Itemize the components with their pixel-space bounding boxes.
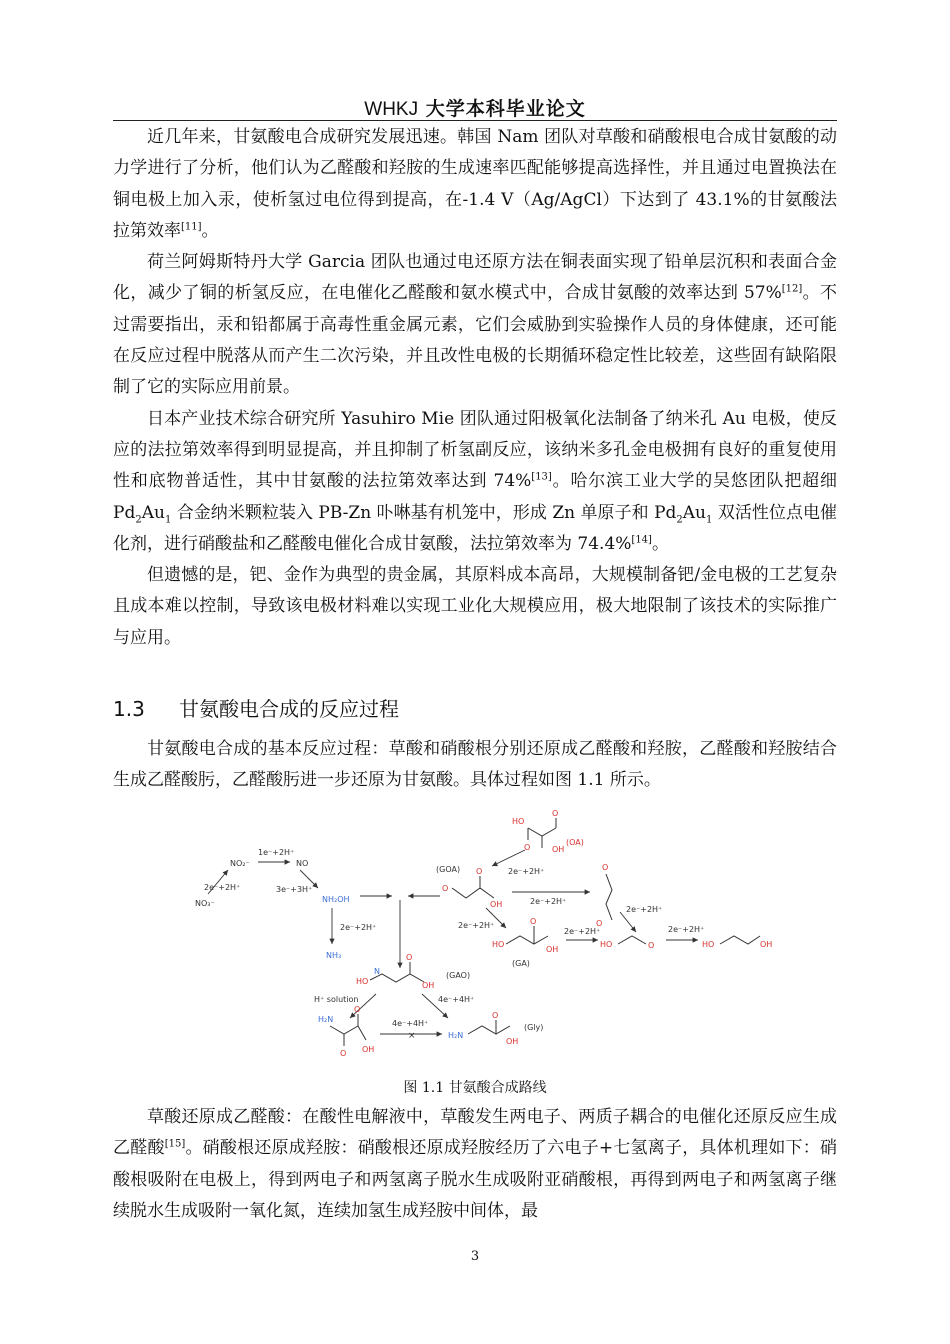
arrow-label-goa-ga: 2e⁻+2H⁺ — [458, 921, 495, 930]
gao-n: N — [374, 967, 380, 976]
oa-o2: O — [524, 843, 531, 852]
ga-o: O — [530, 917, 537, 926]
paragraph-6 — [113, 1102, 837, 1227]
gao-oh: OH — [422, 981, 435, 990]
paragraph-sup: [11] — [181, 221, 202, 233]
oxamic-acid — [318, 1005, 374, 1058]
oa-o1: O — [552, 809, 559, 818]
page-number: 3 — [470, 1249, 480, 1264]
reaction-pathway-diagram — [190, 808, 780, 1068]
goa-oh: OH — [490, 900, 503, 909]
paragraph-sub: 1 — [164, 513, 172, 525]
glyoxal — [596, 863, 612, 928]
paragraph-text: 日本产业技术综合研究所 Yasuhiro Mie 团队通过阳极氧化法制备了纳米孔 Au 电极，使反应的法拉第效率得到明显提高，并且抑制了析氢副反应，该纳米多孔金电极拥有良好的重复使用性和底物普适性，其中甘氨酸的法拉第效率达到 74% — [113, 408, 837, 492]
arrow-label-goa-glyoxal: 2e⁻+2H⁺ — [530, 897, 567, 906]
glyoxylic-acid — [436, 865, 502, 909]
glyoxal-o2: O — [596, 919, 603, 928]
gao-label: (GAO) — [446, 971, 471, 980]
arrow-label-no-nh2oh: 3e⁻+3H⁺ — [276, 885, 313, 894]
header-title: 大学本科毕业论文 — [425, 98, 586, 120]
oa-label: (OA) — [566, 838, 584, 847]
paragraph-text: 。哈尔滨工业大学的吴悠团队把超细 Pd — [113, 471, 837, 523]
paragraph-text: 合金纳米颗粒装入 PB-Zn 卟啉基有机笼中，形成 Zn 单原子和 Pd — [171, 502, 677, 523]
arrow-label-amide-gly: 4e⁻+4H⁺ — [392, 1019, 429, 1028]
arrow-label-ga-glycolaldehyde: 2e⁻+2H⁺ — [564, 927, 601, 936]
paragraph-text: 草酸还原成乙醛酸：在酸性电解液中，草酸发生两电子、两质子耦合的电催化还原反应生成乙醛酸 — [113, 1107, 837, 1159]
section-title: 甘氨酸电合成的反应过程 — [179, 697, 399, 721]
header-latin: WHKJ — [364, 99, 419, 120]
paragraph-text: 荷兰阿姆斯特丹大学 Garcia 团队也通过电还原方法在铜表面实现了铅单层沉积和表面合金化，减少了铜的析氢反应，在电催化乙醛酸和氨水模式中，合成甘氨酸的效率达到 57% — [113, 252, 837, 304]
ethylene-glycol — [702, 936, 772, 949]
goa-o1: O — [442, 884, 449, 893]
ga-label: (GA) — [512, 959, 530, 968]
nh3: NH₃ — [326, 951, 342, 960]
gly-oh: OH — [506, 1037, 519, 1046]
arrow-label-no3-no2: 2e⁻+2H⁺ — [204, 883, 241, 892]
arrow-label-no2-no: 1e⁻+2H⁺ — [258, 848, 295, 857]
paragraph-sup: [15] — [164, 1138, 186, 1150]
paragraph-text: 双活性位点电催化剂，进行硝酸盐和乙醛酸电催化合成甘氨酸，法拉第效率为 74.4% — [113, 502, 838, 554]
gao-o: O — [406, 953, 413, 962]
oxamic-oh: OH — [362, 1045, 375, 1054]
arrow-label-ethylene-glycol: 2e⁻+2H⁺ — [668, 925, 705, 934]
oa-oh: OH — [552, 845, 565, 854]
eg-oh: OH — [760, 940, 773, 949]
glycolaldehyde-o: O — [648, 941, 655, 950]
section-number: 1.3 — [113, 697, 145, 721]
header-rule — [113, 120, 837, 121]
oa-ho: HO — [512, 817, 525, 826]
gly-o: O — [492, 1011, 499, 1020]
paragraph-1 — [113, 122, 837, 247]
goa-label: (GOA) — [436, 865, 461, 874]
paragraph-text: 甘氨酸电合成的基本反应过程：草酸和硝酸根分别还原成乙醛酸和羟胺，乙醛酸和羟胺结合生成乙醛酸肟，乙醛酸肟进一步还原为甘氨酸。具体过程如图 1.1 所示。 — [113, 739, 837, 791]
paragraph-sup: [14] — [631, 534, 652, 546]
arrow-label-nh2oh-nh3: 2e⁻+2H⁺ — [340, 923, 377, 932]
paragraph-3 — [113, 404, 837, 560]
oxamic-o2: O — [354, 1005, 361, 1014]
body-block-3 — [113, 1102, 837, 1227]
body-block-1 — [113, 122, 837, 654]
oxalic-acid — [512, 809, 584, 854]
body-block-2 — [113, 734, 837, 797]
paragraph-text: 。不过需要指出，汞和铅都属于高毒性重金属元素，它们会威胁到实验操作人员的身体健康，还可能在反应过程中脱落从而产生二次污染，并且改性电极的长期循环稳定性比较差，这些固有缺陷限制了它的实际应用前景。 — [113, 283, 838, 398]
ga-oh: OH — [546, 945, 559, 954]
glyoxal-o1: O — [602, 863, 609, 872]
figure-caption: 图 1.1 甘氨酸合成路线 — [403, 1080, 547, 1096]
no3: NO₃⁻ — [195, 899, 215, 908]
section-heading — [113, 693, 399, 722]
glyoxylic-acid-oxime — [356, 953, 470, 990]
arrow-label-h-solution: H⁺ solution — [314, 995, 359, 1004]
paragraph-sup: [13] — [531, 471, 552, 483]
paragraph-text: 但遗憾的是，钯、金作为典型的贵金属，其原料成本高昂，大规模制备钯/金电极的工艺复杂且成本难以控制，导致该电极材料难以实现工业化大规模应用，极大地限制了该技术的实际推广与应用。 — [113, 565, 837, 648]
paragraph-4 — [113, 560, 837, 654]
oxamic-o1: O — [340, 1049, 347, 1058]
paragraph-text: 。硝酸根还原成羟胺：硝酸根还原成羟胺经历了六电子+七氢离子，具体机理如下：硝酸根吸附在电极上，得到两电子和两氢离子脱水生成吸附亚硝酸根，再得到两电子和两氢离子继续脱水生成吸附一氧化氮，连续加氢生成羟胺中间体，最 — [113, 1138, 838, 1221]
paragraph-text: 近几年来，甘氨酸电合成研究发展迅速。韩国 Nam 团队对草酸和硝酸根电合成甘氨酸的动力学进行了分析，他们认为乙醛酸和羟胺的生成速率匹配能够提高选择性，并且通过电置换法在铜电极上加入汞，使析氢过电位得到提高，在-1.4 V（Ag/AgCl）下达到了 43.1%的甘氨酸法拉第效率 — [113, 127, 837, 241]
gao-ho: HO — [356, 977, 369, 986]
gly-label: (Gly) — [524, 1023, 544, 1032]
ga-ho: HO — [492, 940, 505, 949]
glycolaldehyde-ho: HO — [600, 940, 613, 949]
blocked-mark: × — [408, 1031, 416, 1041]
paragraph-sup: [12] — [781, 283, 803, 295]
glycolaldehyde — [600, 936, 654, 950]
paragraph-2 — [113, 247, 837, 403]
glycolic-acid — [492, 917, 558, 968]
figure-1-1 — [190, 808, 780, 1068]
paragraph-sub: 2 — [676, 513, 683, 525]
paragraph-sub: 2 — [135, 513, 142, 525]
glycine — [448, 1011, 543, 1046]
arrow-label-glyoxal: 2e⁻+2H⁺ — [626, 905, 663, 914]
paragraph-5 — [113, 734, 837, 797]
nitrate-branch — [195, 848, 376, 960]
paragraph-sub: 1 — [706, 513, 713, 525]
paragraph-text: 。 — [651, 533, 669, 554]
oxamic-h2n: H₂N — [318, 1015, 334, 1024]
paragraph-text: Au — [682, 502, 707, 523]
paragraph-text: Au — [141, 502, 165, 523]
no2: NO₂⁻ — [230, 859, 250, 868]
eg-ho: HO — [702, 940, 715, 949]
arrow-label-oa-goa: 2e⁻+2H⁺ — [508, 867, 545, 876]
no: NO — [296, 859, 309, 868]
paragraph-text: 。 — [201, 220, 219, 241]
gly-h2n: H₂N — [448, 1031, 464, 1040]
nh2oh: NH₂OH — [322, 895, 350, 904]
goa-o2: O — [476, 867, 483, 876]
running-header — [0, 94, 950, 121]
arrow-label-gao-gly: 4e⁻+4H⁺ — [438, 995, 475, 1004]
